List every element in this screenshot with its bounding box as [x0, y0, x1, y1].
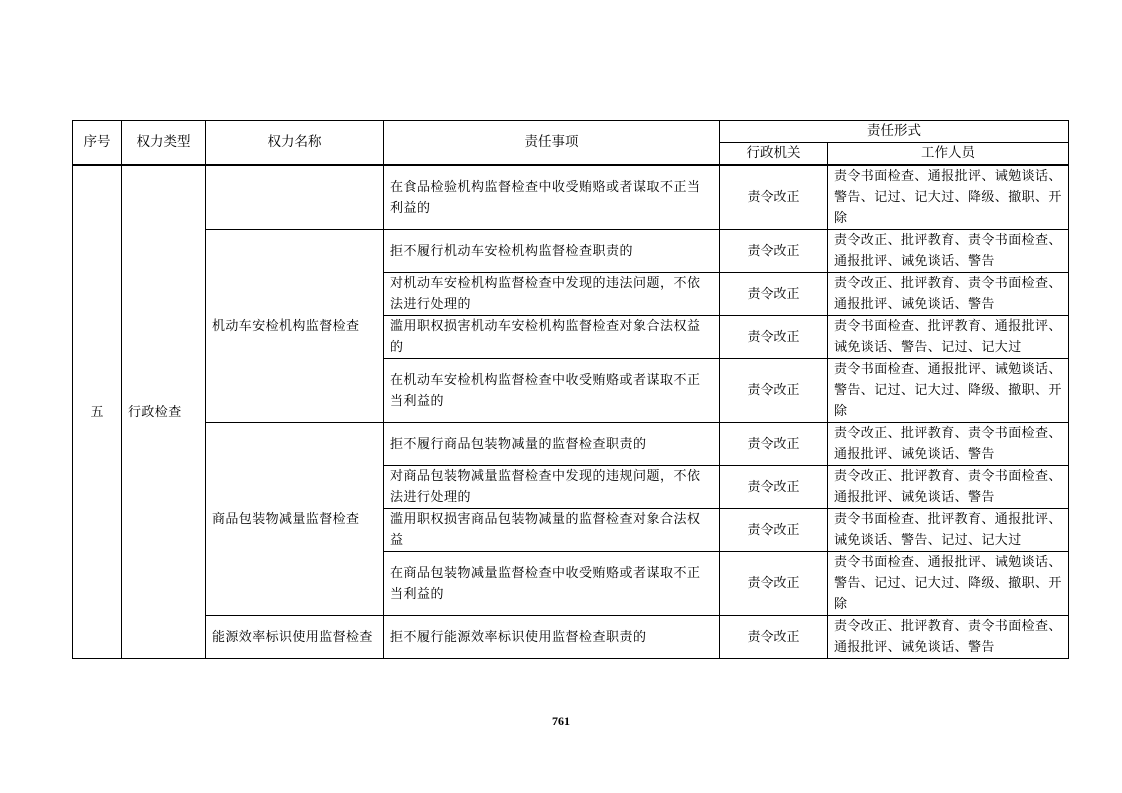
duty-item-cell: 拒不履行商品包装物减量的监督检查职责的: [384, 423, 720, 466]
agency-cell: 责令改正: [720, 359, 828, 423]
staff-cell: 责令书面检查、通报批评、诫勉谈话、警告、记过、记大过、降级、撤职、开除: [828, 552, 1069, 616]
table-row: [73, 616, 1069, 659]
header-duty-item: 责任事项: [384, 121, 720, 166]
header-agency: 行政机关: [720, 143, 828, 166]
agency-cell: 责令改正: [720, 230, 828, 273]
power-name-cell: 能源效率标识使用监督检查: [206, 616, 384, 659]
staff-cell: 责令改正、批评教育、责令书面检查、通报批评、诫免谈话、警告: [828, 466, 1069, 509]
duty-item-cell: 拒不履行能源效率标识使用监督检查职责的: [384, 616, 720, 659]
agency-cell: 责令改正: [720, 466, 828, 509]
agency-cell: 责令改正: [720, 423, 828, 466]
duty-item-cell: 对商品包装物减量监督检查中发现的违规问题，不依法进行处理的: [384, 466, 720, 509]
duty-item-cell: 对机动车安检机构监督检查中发现的违法问题，不依法进行处理的: [384, 273, 720, 316]
agency-cell: 责令改正: [720, 616, 828, 659]
staff-cell: 责令改正、批评教育、责令书面检查、通报批评、诫免谈话、警告: [828, 616, 1069, 659]
staff-cell: 责令书面检查、批评教育、通报批评、诫免谈话、警告、记过、记大过: [828, 509, 1069, 552]
agency-cell: 责令改正: [720, 316, 828, 359]
staff-cell: 责令书面检查、批评教育、通报批评、诫免谈话、警告、记过、记大过: [828, 316, 1069, 359]
agency-cell: 责令改正: [720, 165, 828, 230]
power-name-cell: 商品包装物减量监督检查: [206, 423, 384, 616]
agency-cell: 责令改正: [720, 509, 828, 552]
duty-item-cell: 滥用职权损害机动车安检机构监督检查对象合法权益的: [384, 316, 720, 359]
duty-item-cell: 在机动车安检机构监督检查中收受贿赂或者谋取不正当利益的: [384, 359, 720, 423]
header-power-name: 权力名称: [206, 121, 384, 166]
duty-item-cell: 在商品包装物减量监督检查中收受贿赂或者谋取不正当利益的: [384, 552, 720, 616]
power-type-cell: 行政检查: [122, 165, 206, 659]
staff-cell: 责令改正、批评教育、责令书面检查、通报批评、诫免谈话、警告: [828, 423, 1069, 466]
power-name-cell: [206, 165, 384, 230]
header-staff: 工作人员: [828, 143, 1069, 166]
agency-cell: 责令改正: [720, 273, 828, 316]
table-row: [73, 230, 1069, 273]
duty-item-cell: 滥用职权损害商品包装物减量的监督检查对象合法权益: [384, 509, 720, 552]
header-duty-form: 责任形式: [720, 121, 1069, 143]
staff-cell: 责令改正、批评教育、责令书面检查、通报批评、诫免谈话、警告: [828, 230, 1069, 273]
duty-item-cell: 在食品检验机构监督检查中收受贿赂或者谋取不正当利益的: [384, 165, 720, 230]
table-row: [73, 165, 1069, 230]
staff-cell: 责令书面检查、通报批评、诫勉谈话、警告、记过、记大过、降级、撤职、开除: [828, 165, 1069, 230]
duty-item-cell: 拒不履行机动车安检机构监督检查职责的: [384, 230, 720, 273]
seq-cell: 五: [73, 165, 122, 659]
staff-cell: 责令书面检查、通报批评、诫勉谈话、警告、记过、记大过、降级、撤职、开除: [828, 359, 1069, 423]
header-power-type: 权力类型: [122, 121, 206, 166]
responsibility-table: [72, 120, 1069, 659]
power-name-cell: 机动车安检机构监督检查: [206, 230, 384, 423]
page-number: 761: [552, 714, 570, 728]
table-row: [73, 423, 1069, 466]
agency-cell: 责令改正: [720, 552, 828, 616]
header-seq: 序号: [73, 121, 122, 166]
staff-cell: 责令改正、批评教育、责令书面检查、通报批评、诫免谈话、警告: [828, 273, 1069, 316]
